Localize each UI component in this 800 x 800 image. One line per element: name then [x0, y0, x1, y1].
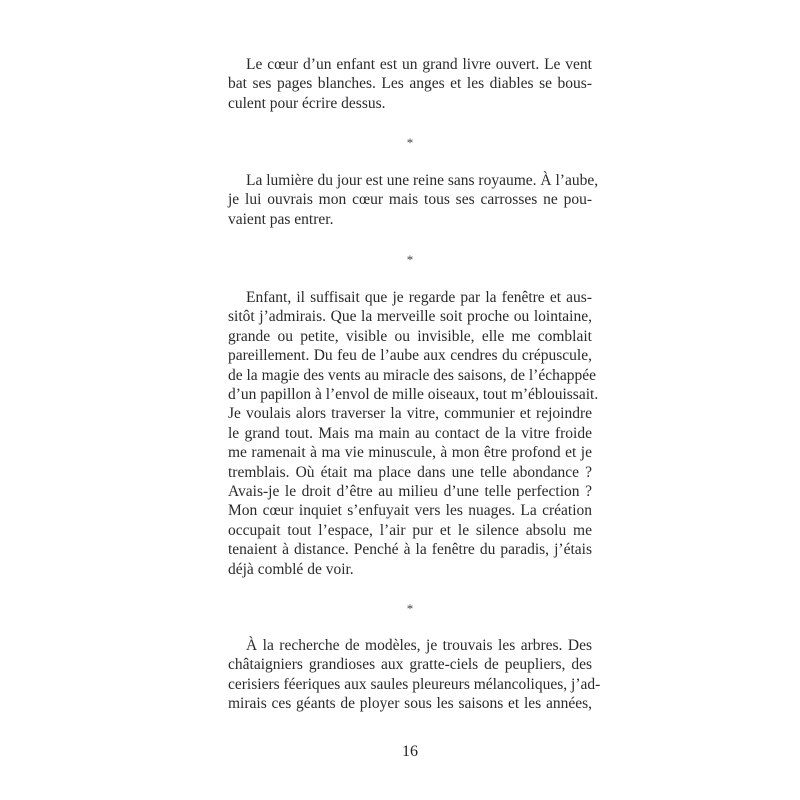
- text-line: sitôt j’admirais. Que la merveille soit proche ou lointaine,: [228, 308, 592, 326]
- text-line: cerisiers féeriques aux saules pleureurs mélancoliques, j’ad-: [228, 675, 601, 693]
- text-line: déjà comblé de voir.: [228, 560, 354, 578]
- text-line: occupait tout l’espace, l’air pur et le silence absolu me: [228, 521, 592, 539]
- section-separator: *: [406, 252, 414, 267]
- text-line: mirais ces géants de ployer sous les saisons et les années,: [228, 695, 592, 713]
- text-line: pareillement. Du feu de l’aube aux cendres du crépuscule,: [228, 347, 592, 365]
- text-line: À la recherche de modèles, je trouvais les arbres. Des: [246, 637, 592, 654]
- text-line: La lumière du jour est une reine sans royaume. À l’aube,: [246, 172, 599, 189]
- paragraph-2: [228, 171, 599, 229]
- section-separator: *: [406, 135, 414, 150]
- page-number: 16: [402, 743, 418, 760]
- text-line: de la magie des vents au miracle des saisons, de l’échappée: [228, 366, 596, 384]
- text-line: bat ses pages blanches. Les anges et les diables se bous-: [228, 75, 592, 93]
- text-line: je lui ouvrais mon cœur mais tous ses carrosses ne pou-: [228, 191, 592, 209]
- text-line: vaient pas entrer.: [228, 210, 334, 228]
- text-line: Mon cœur inquiet s’enfuyait vers les nuages. La création: [228, 502, 592, 520]
- text-line: tremblais. Où était ma place dans une telle abondance ?: [228, 463, 592, 481]
- text-line: Le cœur d’un enfant est un grand livre ouvert. Le vent: [246, 56, 592, 73]
- text-line: Enfant, il suffisait que je regarde par la fenêtre et aus-: [246, 289, 592, 306]
- text-line: Avais-je le droit d’être au milieu d’une telle perfection ?: [228, 483, 592, 501]
- text-line: culent pour écrire dessus.: [228, 94, 386, 112]
- text-line: grande ou petite, visible ou invisible, elle me comblait: [228, 327, 592, 345]
- text-line: châtaigniers grandioses aux gratte-ciels de peupliers, des: [228, 656, 592, 674]
- text-line: tenaient à distance. Penché à la fenêtre du paradis, j’étais: [228, 541, 592, 559]
- paragraph-1: [228, 55, 592, 113]
- text-line: d’un papillon à l’envol de mille oiseaux, tout m’éblouissait.: [228, 386, 599, 404]
- text-line: Je voulais alors traverser la vitre, communier et rejoindre: [228, 405, 592, 423]
- text-line: le grand tout. Mais ma main au contact de la vitre froide: [228, 424, 592, 442]
- section-separator: *: [406, 601, 414, 616]
- paragraph-4: [228, 636, 601, 714]
- text-line: me ramenait à ma vie minuscule, à mon être profond et je: [228, 444, 592, 462]
- paragraph-3: [228, 288, 599, 579]
